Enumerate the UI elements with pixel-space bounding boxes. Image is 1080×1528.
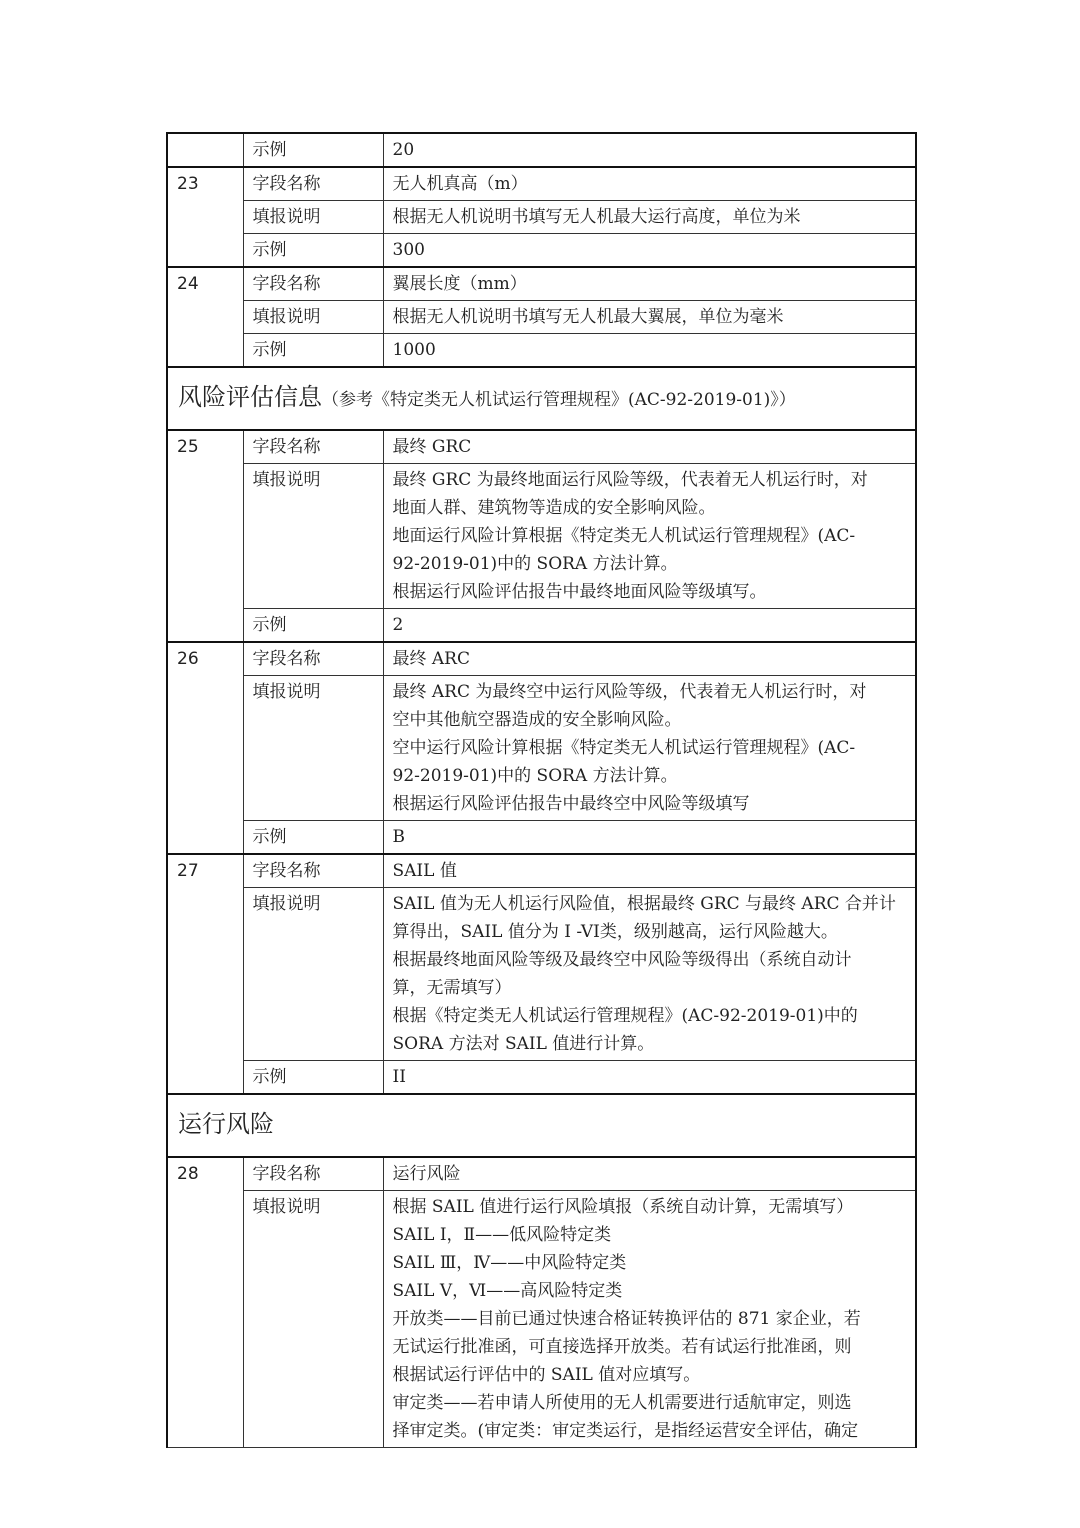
field-label-cell: 填报说明 (243, 888, 383, 1061)
section-title: 风险评估信息 (178, 383, 322, 411)
value-line: SAIL Ⅲ，Ⅳ——中风险特定类 (392, 1253, 627, 1273)
field-label-cell: 字段名称 (243, 642, 383, 676)
value-line: SAIL Ⅴ，Ⅵ——高风险特定类 (392, 1281, 623, 1301)
value-line: 无试运行批准函，可直接选择开放类。若有试运行批准函，则 (392, 1337, 852, 1357)
table-row (167, 234, 916, 268)
row-number-cell: 26 (167, 642, 243, 854)
table-row (167, 267, 916, 301)
field-value-cell: 20 (383, 133, 916, 167)
field-spec-table (166, 132, 917, 1448)
value-line: 开放类——目前已通过快速合格证转换评估的 871 家企业，若 (392, 1309, 861, 1329)
field-label-cell: 填报说明 (243, 1191, 383, 1448)
value-line: 空中其他航空器造成的安全影响风险。 (392, 710, 682, 730)
value-line: 最终 ARC (392, 649, 470, 669)
value-line: 翼展长度（mm） (392, 274, 527, 294)
table-row (167, 301, 916, 334)
section-reference: （参考《特定类无人机试运行管理规程》(AC-92-2019-01)》） (322, 390, 796, 410)
value-line: 根据 SAIL 值进行运行风险填报（系统自动计算，无需填写） (392, 1197, 854, 1217)
value-line: 无人机真高（m） (392, 174, 528, 194)
table-row (167, 888, 916, 1061)
table-row (167, 821, 916, 855)
field-value-cell (383, 642, 916, 676)
value-line: 审定类——若申请人所使用的无人机需要进行适航审定，则选 (392, 1393, 852, 1413)
table-row (167, 1157, 916, 1191)
field-value-cell (383, 1157, 916, 1191)
field-value-cell (383, 267, 916, 301)
field-value-cell (383, 821, 916, 855)
row-number-cell: 23 (167, 167, 243, 267)
field-label-cell: 示例 (243, 609, 383, 643)
value-line: 92-2019-01)中的 SORA 方法计算。 (392, 766, 678, 786)
table-row (167, 464, 916, 609)
value-line: 根据运行风险评估报告中最终地面风险等级填写。 (392, 582, 767, 602)
value-line: 根据无人机说明书填写无人机最大运行高度，单位为米 (392, 207, 801, 227)
value-line: 1000 (392, 340, 436, 360)
value-line: 2 (392, 615, 404, 635)
section-header-row (167, 1094, 916, 1157)
field-value-cell (383, 464, 916, 609)
field-value-cell (383, 888, 916, 1061)
value-line: 最终 GRC 为最终地面运行风险等级，代表着无人机运行时，对 (392, 470, 868, 490)
value-line: 地面人群、建筑物等造成的安全影响风险。 (392, 498, 716, 518)
value-line: 空中运行风险计算根据《特定类无人机试运行管理规程》(AC- (392, 738, 856, 758)
value-line: 根据试运行评估中的 SAIL 值对应填写。 (392, 1365, 701, 1385)
value-line: 根据无人机说明书填写无人机最大翼展，单位为毫米 (392, 307, 784, 327)
section-header-cell (167, 1094, 916, 1157)
value-line: SAIL 值为无人机运行风险值，根据最终 GRC 与最终 ARC 合并计 (392, 894, 896, 914)
value-line: 92-2019-01)中的 SORA 方法计算。 (392, 554, 678, 574)
field-label-cell: 示例 (243, 133, 383, 167)
field-value-cell (383, 301, 916, 334)
table-row (167, 201, 916, 234)
field-value-cell (383, 334, 916, 368)
field-value-cell (383, 430, 916, 464)
field-label-cell: 字段名称 (243, 267, 383, 301)
table-row (167, 854, 916, 888)
table-row (167, 133, 916, 167)
field-value-cell (383, 1191, 916, 1448)
value-line: SAIL 值 (392, 861, 457, 881)
table-row (167, 676, 916, 821)
value-line: SAIL Ⅰ，Ⅱ——低风险特定类 (392, 1225, 612, 1245)
value-line: 运行风险 (392, 1164, 461, 1184)
value-line: SORA 方法对 SAIL 值进行计算。 (392, 1034, 655, 1054)
field-value-cell (383, 609, 916, 643)
field-label-cell: 字段名称 (243, 430, 383, 464)
field-label-cell: 填报说明 (243, 301, 383, 334)
field-value-cell (383, 854, 916, 888)
field-label-cell: 示例 (243, 334, 383, 368)
field-label-cell: 填报说明 (243, 676, 383, 821)
field-label-cell: 字段名称 (243, 854, 383, 888)
row-number-cell: 25 (167, 430, 243, 642)
field-value-cell (383, 676, 916, 821)
row-number-cell: 28 (167, 1157, 243, 1448)
field-value-cell (383, 201, 916, 234)
section-header-row (167, 367, 916, 430)
field-label-cell: 示例 (243, 1061, 383, 1095)
field-label-cell: 填报说明 (243, 464, 383, 609)
value-line: 算得出，SAIL 值分为 I -VI类，级别越高，运行风险越大。 (392, 922, 838, 942)
row-number-cell: 27 (167, 854, 243, 1094)
table-row (167, 167, 916, 201)
section-header-cell (167, 367, 916, 430)
value-line: 根据《特定类无人机试运行管理规程》(AC-92-2019-01)中的 (392, 1006, 858, 1026)
value-line: 根据运行风险评估报告中最终空中风险等级填写 (392, 794, 750, 814)
value-line: 择审定类。(审定类：审定类运行，是指经运营安全评估，确定 (392, 1421, 859, 1441)
value-line: 地面运行风险计算根据《特定类无人机试运行管理规程》(AC- (392, 526, 856, 546)
row-number-cell: 24 (167, 267, 243, 367)
value-line: 最终 ARC 为最终空中运行风险等级，代表着无人机运行时，对 (392, 682, 867, 702)
field-value-cell (383, 1061, 916, 1095)
value-line: II (392, 1067, 406, 1087)
value-line: 根据最终地面风险等级及最终空中风险等级得出（系统自动计 (392, 950, 852, 970)
value-line: 最终 GRC (392, 437, 472, 457)
row-number-cell (167, 133, 243, 167)
field-label-cell: 示例 (243, 234, 383, 268)
document-page (166, 132, 917, 1448)
field-label-cell: 填报说明 (243, 201, 383, 234)
field-label-cell: 示例 (243, 821, 383, 855)
field-label-cell: 字段名称 (243, 1157, 383, 1191)
table-row (167, 1061, 916, 1095)
field-value-cell (383, 234, 916, 268)
field-label-cell: 字段名称 (243, 167, 383, 201)
value-line: 算，无需填写） (392, 978, 512, 998)
section-title: 运行风险 (178, 1110, 274, 1138)
value-line: B (392, 827, 405, 847)
value-line: 300 (392, 240, 425, 260)
table-row (167, 334, 916, 368)
table-row (167, 1191, 916, 1448)
field-value-cell (383, 167, 916, 201)
table-row (167, 642, 916, 676)
table-row (167, 430, 916, 464)
table-row (167, 609, 916, 643)
